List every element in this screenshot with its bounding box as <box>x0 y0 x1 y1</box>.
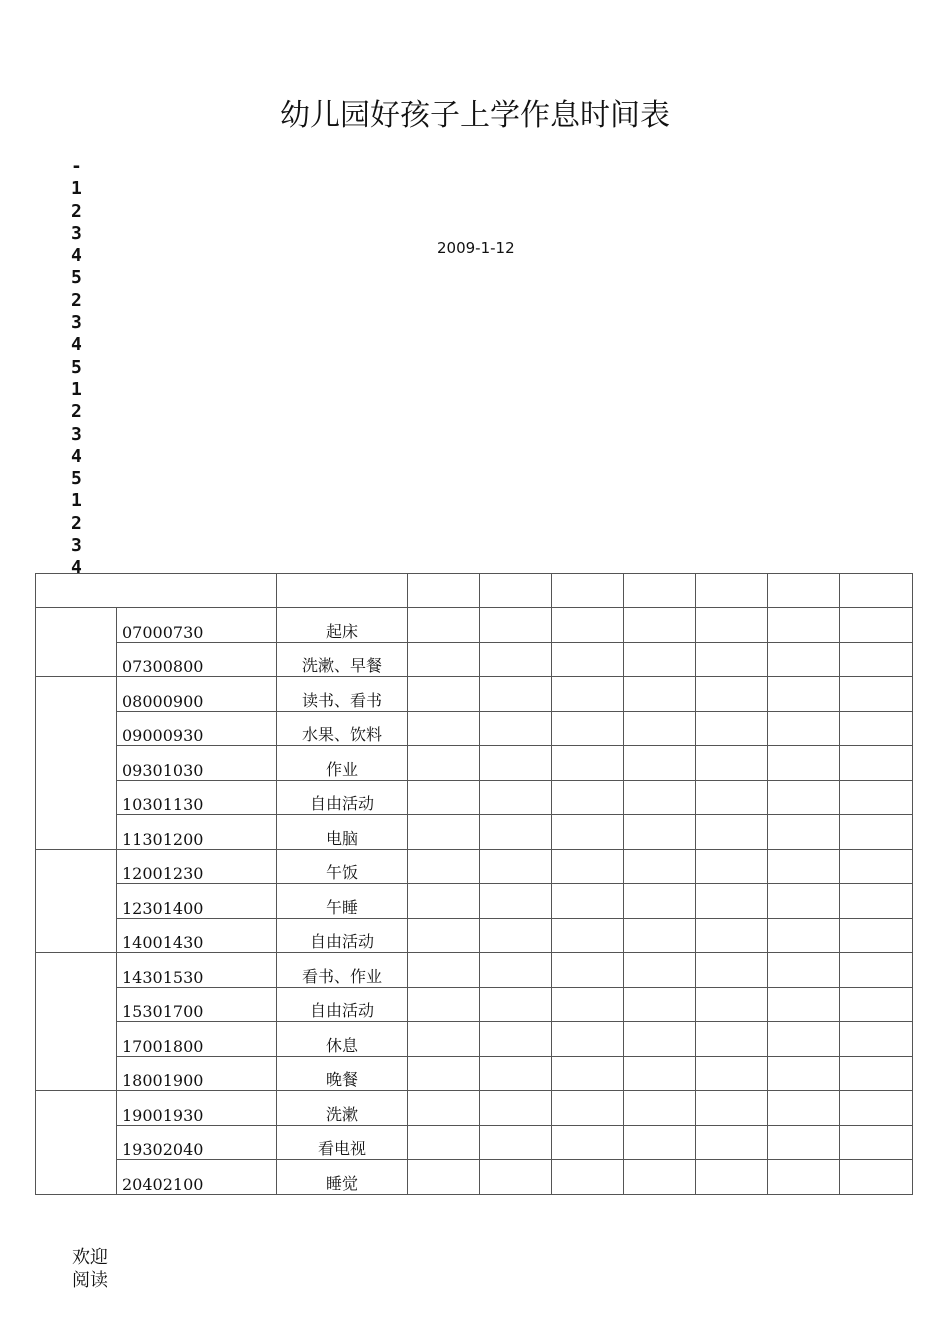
empty-cell <box>696 608 768 643</box>
empty-cell <box>696 918 768 953</box>
empty-cell <box>408 987 480 1022</box>
empty-cell <box>840 642 913 677</box>
table-row <box>36 746 913 781</box>
empty-cell <box>480 1125 552 1160</box>
side-number-column <box>71 156 85 579</box>
empty-cell <box>840 849 913 884</box>
header-cell <box>36 574 277 608</box>
side-number: 3 <box>71 423 82 445</box>
empty-cell <box>552 953 624 988</box>
header-cell <box>480 574 552 608</box>
empty-cell <box>840 677 913 712</box>
empty-cell <box>480 1160 552 1195</box>
activity-cell: 自由活动 <box>277 780 408 815</box>
empty-cell <box>840 780 913 815</box>
table-row <box>36 1056 913 1091</box>
empty-cell <box>480 815 552 850</box>
empty-cell <box>408 642 480 677</box>
empty-cell <box>624 1091 696 1126</box>
empty-cell <box>840 918 913 953</box>
activity-cell: 午饭 <box>277 849 408 884</box>
empty-cell <box>768 1056 840 1091</box>
empty-cell <box>408 884 480 919</box>
empty-cell <box>480 953 552 988</box>
empty-cell <box>696 677 768 712</box>
empty-cell <box>408 1125 480 1160</box>
header-cell <box>408 574 480 608</box>
empty-cell <box>480 1056 552 1091</box>
empty-cell <box>552 987 624 1022</box>
empty-cell <box>408 1056 480 1091</box>
empty-cell <box>552 1022 624 1057</box>
empty-cell <box>480 1091 552 1126</box>
activity-cell: 午睡 <box>277 884 408 919</box>
empty-cell <box>840 815 913 850</box>
side-number: 5 <box>71 267 82 289</box>
empty-cell <box>552 918 624 953</box>
empty-cell <box>696 1056 768 1091</box>
empty-cell <box>768 1022 840 1057</box>
empty-cell <box>408 918 480 953</box>
group-cell <box>36 849 117 953</box>
empty-cell <box>480 918 552 953</box>
side-number: 2 <box>71 289 82 311</box>
empty-cell <box>768 711 840 746</box>
empty-cell <box>696 815 768 850</box>
activity-cell: 洗漱 <box>277 1091 408 1126</box>
group-cell <box>36 1091 117 1195</box>
time-cell: 14301530 <box>117 953 277 988</box>
side-number: 4 <box>71 334 82 356</box>
side-number: 2 <box>71 200 82 222</box>
empty-cell <box>768 608 840 643</box>
page-title: 幼儿园好孩子上学作息时间表 <box>280 98 670 133</box>
empty-cell <box>480 1022 552 1057</box>
time-cell: 12301400 <box>117 884 277 919</box>
empty-cell <box>480 746 552 781</box>
empty-cell <box>768 746 840 781</box>
empty-cell <box>840 1091 913 1126</box>
empty-cell <box>768 953 840 988</box>
side-number: 3 <box>71 222 82 244</box>
group-cell <box>36 677 117 850</box>
empty-cell <box>696 711 768 746</box>
empty-cell <box>624 1056 696 1091</box>
empty-cell <box>480 642 552 677</box>
side-number: 4 <box>71 445 82 467</box>
empty-cell <box>480 711 552 746</box>
empty-cell <box>696 746 768 781</box>
side-number: 2 <box>71 512 82 534</box>
empty-cell <box>408 1022 480 1057</box>
empty-cell <box>624 884 696 919</box>
empty-cell <box>624 1125 696 1160</box>
side-number: 1 <box>71 378 82 400</box>
empty-cell <box>768 815 840 850</box>
time-cell: 20402100 <box>117 1160 277 1195</box>
empty-cell <box>624 711 696 746</box>
time-cell: 18001900 <box>117 1056 277 1091</box>
empty-cell <box>408 677 480 712</box>
empty-cell <box>552 849 624 884</box>
empty-cell <box>696 849 768 884</box>
table-row <box>36 849 913 884</box>
empty-cell <box>480 780 552 815</box>
empty-cell <box>480 608 552 643</box>
empty-cell <box>624 642 696 677</box>
group-cell <box>36 953 117 1091</box>
empty-cell <box>552 1125 624 1160</box>
footer-note <box>72 1246 108 1292</box>
empty-cell <box>768 1125 840 1160</box>
empty-cell <box>768 849 840 884</box>
time-cell: 19302040 <box>117 1125 277 1160</box>
activity-cell: 睡觉 <box>277 1160 408 1195</box>
header-cell <box>277 574 408 608</box>
activity-cell: 作业 <box>277 746 408 781</box>
empty-cell <box>840 1125 913 1160</box>
empty-cell <box>624 918 696 953</box>
empty-cell <box>624 953 696 988</box>
table-row <box>36 677 913 712</box>
activity-cell: 晚餐 <box>277 1056 408 1091</box>
empty-cell <box>408 953 480 988</box>
empty-cell <box>552 815 624 850</box>
group-cell <box>36 608 117 677</box>
empty-cell <box>552 711 624 746</box>
empty-cell <box>840 987 913 1022</box>
empty-cell <box>840 884 913 919</box>
empty-cell <box>552 608 624 643</box>
table-header-row <box>36 574 913 608</box>
document-date: 2009-1-12 <box>437 239 515 257</box>
empty-cell <box>768 987 840 1022</box>
empty-cell <box>840 608 913 643</box>
activity-cell: 自由活动 <box>277 918 408 953</box>
side-number: 1 <box>71 490 82 512</box>
empty-cell <box>552 1056 624 1091</box>
activity-cell: 起床 <box>277 608 408 643</box>
empty-cell <box>696 987 768 1022</box>
footer-line: 阅读 <box>72 1270 108 1291</box>
empty-cell <box>408 1091 480 1126</box>
empty-cell <box>840 1056 913 1091</box>
side-number: 4 <box>71 557 82 579</box>
empty-cell <box>696 953 768 988</box>
side-number: - <box>71 156 82 177</box>
empty-cell <box>696 1160 768 1195</box>
activity-cell: 洗漱、早餐 <box>277 642 408 677</box>
empty-cell <box>840 1022 913 1057</box>
empty-cell <box>840 1160 913 1195</box>
empty-cell <box>552 780 624 815</box>
empty-cell <box>768 780 840 815</box>
header-cell <box>696 574 768 608</box>
empty-cell <box>480 987 552 1022</box>
side-number: 3 <box>71 535 82 557</box>
empty-cell <box>408 608 480 643</box>
time-cell: 11301200 <box>117 815 277 850</box>
empty-cell <box>408 1160 480 1195</box>
table-row <box>36 711 913 746</box>
time-cell: 07300800 <box>117 642 277 677</box>
empty-cell <box>552 677 624 712</box>
empty-cell <box>624 608 696 643</box>
time-cell: 12001230 <box>117 849 277 884</box>
empty-cell <box>768 642 840 677</box>
table-row <box>36 815 913 850</box>
activity-cell: 看电视 <box>277 1125 408 1160</box>
empty-cell <box>408 746 480 781</box>
table-row <box>36 953 913 988</box>
table-row <box>36 1125 913 1160</box>
activity-cell: 自由活动 <box>277 987 408 1022</box>
activity-cell: 读书、看书 <box>277 677 408 712</box>
empty-cell <box>552 884 624 919</box>
activity-cell: 水果、饮料 <box>277 711 408 746</box>
time-cell: 19001930 <box>117 1091 277 1126</box>
time-cell: 09301030 <box>117 746 277 781</box>
empty-cell <box>480 677 552 712</box>
empty-cell <box>624 746 696 781</box>
activity-cell: 休息 <box>277 1022 408 1057</box>
time-cell: 08000900 <box>117 677 277 712</box>
table-row <box>36 884 913 919</box>
side-number: 5 <box>71 468 82 490</box>
table-row <box>36 1160 913 1195</box>
time-cell: 15301700 <box>117 987 277 1022</box>
empty-cell <box>480 884 552 919</box>
empty-cell <box>552 642 624 677</box>
table-row <box>36 987 913 1022</box>
empty-cell <box>624 849 696 884</box>
footer-line: 欢迎 <box>72 1247 108 1268</box>
empty-cell <box>696 780 768 815</box>
empty-cell <box>768 884 840 919</box>
empty-cell <box>624 815 696 850</box>
schedule-table <box>35 573 913 1195</box>
empty-cell <box>696 884 768 919</box>
side-number: 1 <box>71 178 82 200</box>
empty-cell <box>408 711 480 746</box>
activity-cell: 电脑 <box>277 815 408 850</box>
empty-cell <box>768 1091 840 1126</box>
empty-cell <box>696 1125 768 1160</box>
time-cell: 17001800 <box>117 1022 277 1057</box>
empty-cell <box>624 677 696 712</box>
table-row <box>36 608 913 643</box>
empty-cell <box>624 1160 696 1195</box>
empty-cell <box>840 953 913 988</box>
time-cell: 09000930 <box>117 711 277 746</box>
time-cell: 07000730 <box>117 608 277 643</box>
header-cell <box>624 574 696 608</box>
empty-cell <box>696 1091 768 1126</box>
empty-cell <box>552 1160 624 1195</box>
empty-cell <box>624 987 696 1022</box>
header-cell <box>552 574 624 608</box>
side-number: 2 <box>71 401 82 423</box>
table-row <box>36 642 913 677</box>
empty-cell <box>624 780 696 815</box>
empty-cell <box>840 746 913 781</box>
table-row <box>36 1022 913 1057</box>
empty-cell <box>408 849 480 884</box>
empty-cell <box>768 677 840 712</box>
empty-cell <box>552 1091 624 1126</box>
table-row <box>36 780 913 815</box>
activity-cell: 看书、作业 <box>277 953 408 988</box>
header-cell <box>768 574 840 608</box>
time-cell: 10301130 <box>117 780 277 815</box>
time-cell: 14001430 <box>117 918 277 953</box>
table-row <box>36 918 913 953</box>
empty-cell <box>552 746 624 781</box>
side-number: 3 <box>71 312 82 334</box>
empty-cell <box>480 849 552 884</box>
header-cell <box>840 574 913 608</box>
empty-cell <box>696 1022 768 1057</box>
empty-cell <box>624 1022 696 1057</box>
empty-cell <box>696 642 768 677</box>
side-number: 5 <box>71 356 82 378</box>
table-row <box>36 1091 913 1126</box>
side-number: 4 <box>71 245 82 267</box>
empty-cell <box>768 918 840 953</box>
empty-cell <box>408 780 480 815</box>
empty-cell <box>768 1160 840 1195</box>
empty-cell <box>408 815 480 850</box>
empty-cell <box>840 711 913 746</box>
